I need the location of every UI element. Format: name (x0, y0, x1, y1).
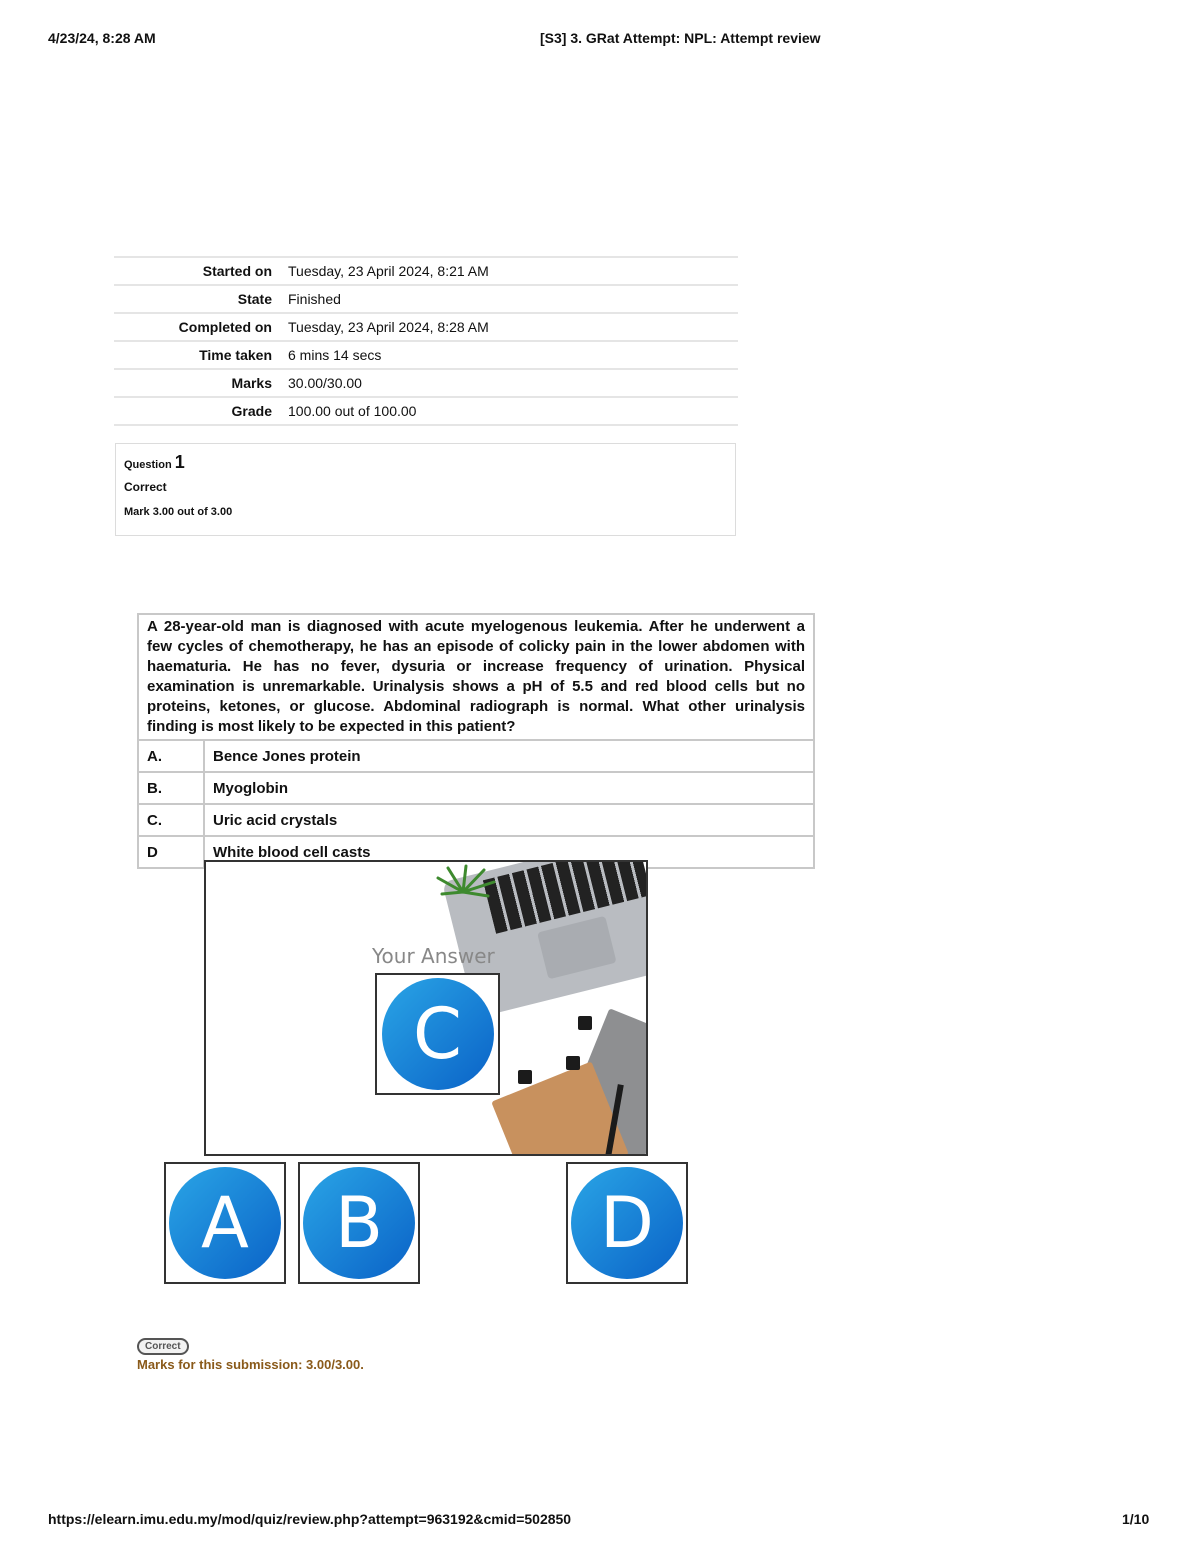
attempt-summary-table (114, 256, 738, 426)
print-url: https://elearn.imu.edu.my/mod/quiz/review.php?attempt=963192&cmid=502850 (48, 1511, 572, 1527)
question-prefix: Question (124, 459, 172, 471)
binder-clip-icon (518, 1070, 532, 1084)
summary-row (114, 285, 738, 313)
binder-clip-icon (566, 1056, 580, 1070)
option-text: Myoglobin (204, 772, 814, 804)
placed-answer-c[interactable] (375, 973, 500, 1095)
summary-label: Grade (231, 403, 272, 419)
feedback-area (137, 1336, 364, 1372)
drag-choice-a[interactable] (164, 1162, 286, 1284)
question-grade: Mark 3.00 out of 3.00 (124, 506, 233, 518)
option-row (138, 804, 814, 836)
option-letter: D (138, 836, 204, 868)
summary-value: 30.00/30.00 (288, 375, 362, 391)
option-text: Bence Jones protein (204, 740, 814, 772)
summary-row (114, 341, 738, 369)
option-text: White blood cell casts (204, 836, 814, 868)
choice-c-circle: C (382, 978, 494, 1090)
question-table (137, 613, 815, 869)
question-stem: A 28-year-old man is diagnosed with acute myelogenous leukemia. After he underwent a few cycles of chemotherapy, he has an episode of colicky pain in the lower abdomen with haematuria. He has no fever, dysuria or increase frequency of urination. Physical examination is unremarkable. Urinalysis shows a pH of 5.5 and red blood cells but no proteins, ketones, or glucose. Abdominal radiograph is normal. What other urinalysis finding is most likely to be expected in this patient? (138, 614, 814, 740)
summary-row (114, 397, 738, 425)
summary-row (114, 257, 738, 285)
summary-label: Time taken (199, 347, 272, 363)
question-number-value: 1 (174, 452, 185, 472)
question-info-panel (115, 443, 736, 536)
choice-b-circle: B (303, 1167, 415, 1279)
question-number (124, 452, 727, 473)
option-letter: B. (138, 772, 204, 804)
drag-choice-b[interactable] (298, 1162, 420, 1284)
option-text: Uric acid crystals (204, 804, 814, 836)
option-letter: A. (138, 740, 204, 772)
drag-choice-d[interactable] (566, 1162, 688, 1284)
print-page-number: 1/10 (1122, 1511, 1150, 1527)
submission-marks: Marks for this submission: 3.00/3.00. (137, 1357, 364, 1372)
print-datetime: 4/23/24, 8:28 AM (48, 30, 156, 46)
plant-illustration (428, 864, 498, 904)
summary-label: Started on (202, 263, 272, 279)
option-row (138, 772, 814, 804)
summary-value: Tuesday, 23 April 2024, 8:21 AM (288, 263, 489, 279)
correct-badge: Correct (137, 1338, 189, 1355)
option-letter: C. (138, 804, 204, 836)
question-state: Correct (124, 480, 167, 494)
question-stem-row (138, 614, 814, 740)
summary-label: State (237, 291, 272, 307)
choice-d-circle: D (571, 1167, 683, 1279)
summary-value: Finished (288, 291, 341, 307)
binder-clip-icon (578, 1016, 592, 1030)
choice-a-circle: A (169, 1167, 281, 1279)
summary-value: Tuesday, 23 April 2024, 8:28 AM (288, 319, 489, 335)
summary-row (114, 369, 738, 397)
summary-value: 6 mins 14 secs (288, 347, 382, 363)
summary-row (114, 313, 738, 341)
print-title: [S3] 3. GRat Attempt: NPL: Attempt review (540, 30, 821, 46)
your-answer-label: Your Answer (372, 944, 495, 968)
summary-label: Completed on (178, 319, 272, 335)
summary-value: 100.00 out of 100.00 (288, 403, 417, 419)
summary-label: Marks (231, 375, 272, 391)
option-row (138, 740, 814, 772)
